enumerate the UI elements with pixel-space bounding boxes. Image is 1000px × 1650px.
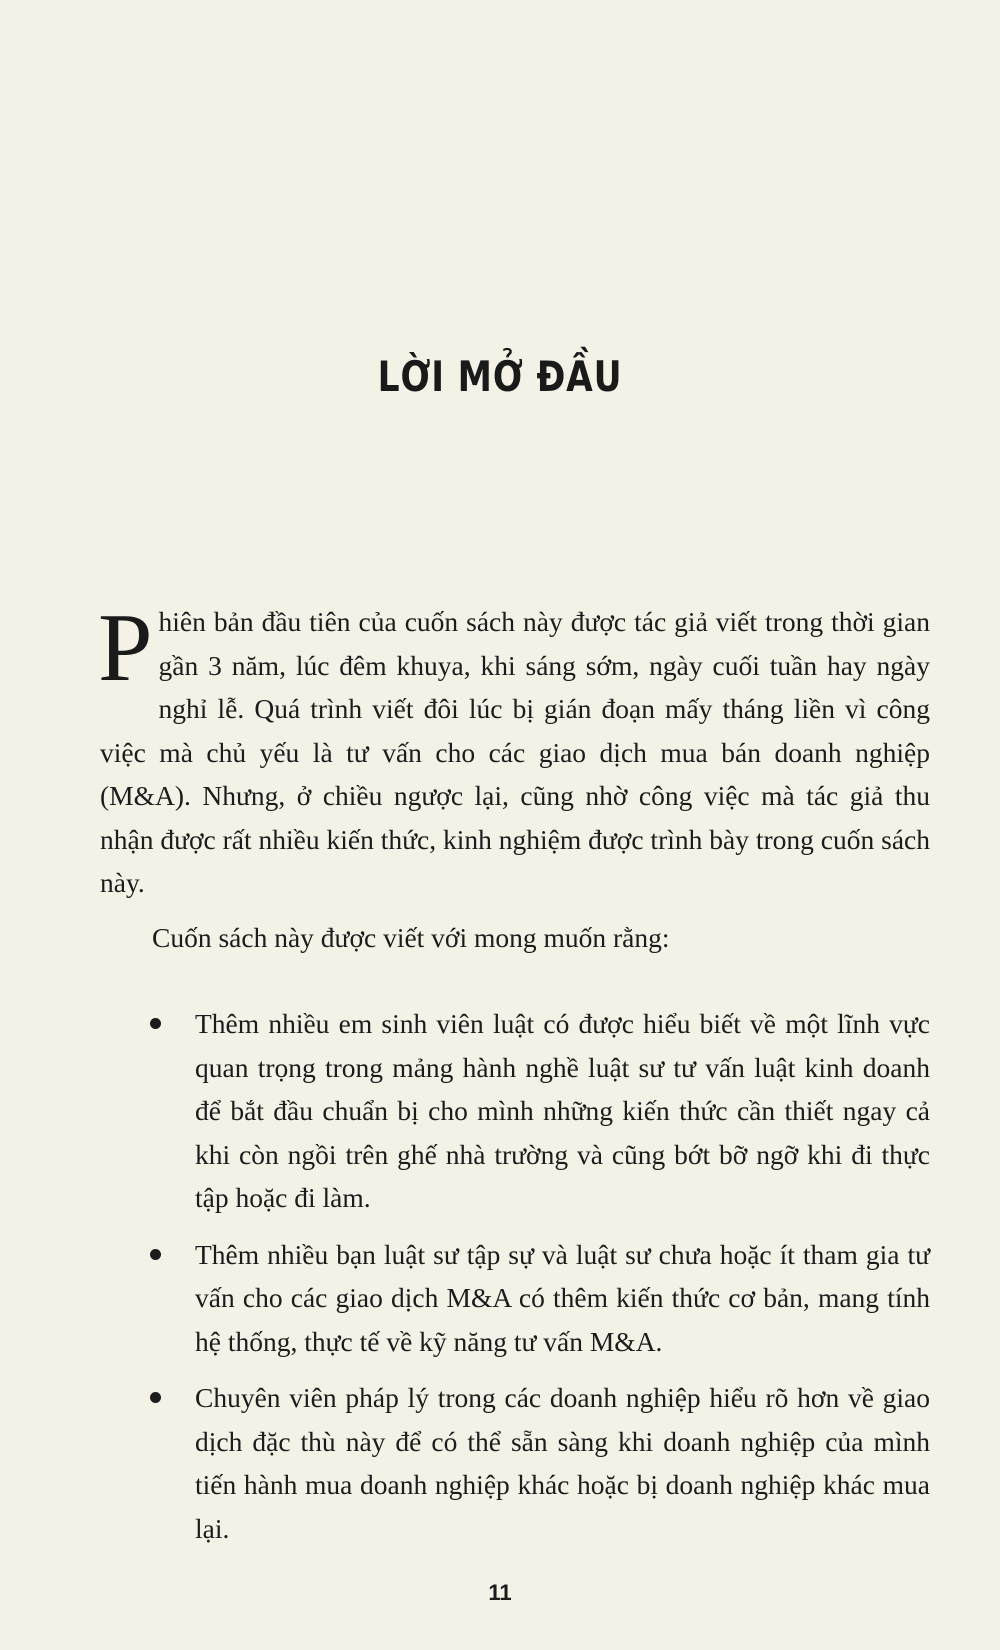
purpose-list: [150, 1002, 930, 1563]
bullet-icon: [150, 1018, 161, 1029]
list-item-text: Thêm nhiều bạn luật sư tập sự và luật sư chưa hoặc ít tham gia tư vấn cho các giao dịch M&A có thêm kiến thức cơ bản, mang tính hệ thống, thực tế về kỹ năng tư vấn M&A.: [195, 1238, 930, 1357]
list-item-text: Chuyên viên pháp lý trong các doanh nghiệp hiểu rõ hơn về giao dịch đặc thù này để có thể sẵn sàng khi doanh nghiệp của mình tiến hành mua doanh nghiệp khác hoặc bị doanh nghiệp khác mua lại.: [195, 1382, 930, 1544]
page-number: 11: [488, 1580, 512, 1605]
bullet-icon: [150, 1392, 161, 1403]
purpose-paragraph: Cuốn sách này được viết với mong muốn rằng:: [152, 922, 670, 953]
list-item-text: Thêm nhiều em sinh viên luật có được hiểu biết về một lĩnh vực quan trọng trong mảng hành nghề luật sư tư vấn luật kinh doanh để bắt đầu chuẩn bị cho mình những kiến thức cần thiết ngay cả khi còn ngồi trên ghế nhà trường và cũng bớt bỡ ngỡ khi đi thực tập hoặc đi làm.: [195, 1008, 930, 1213]
list-item: [150, 1376, 930, 1550]
bullet-icon: [150, 1249, 161, 1260]
intro-text: hiên bản đầu tiên của cuốn sách này được tác giả viết trong thời gian gần 3 năm, lúc đêm khuya, khi sáng sớm, ngày cuối tuần hay ngày nghỉ lễ. Quá trình viết đôi lúc bị gián đoạn mấy tháng liền vì công việc mà chủ yếu là tư vấn cho các giao dịch mua bán doanh nghiệp (M&A). Nhưng, ở chiều ngược lại, cũng nhờ công việc mà tác giả thu nhận được rất nhiều kiến thức, kinh nghiệm được trình bày trong cuốn sách này.: [100, 606, 930, 898]
drop-cap: P: [98, 594, 153, 702]
chapter-title: LỜI MỞ ĐẦU: [377, 352, 623, 401]
intro-paragraph: [98, 594, 930, 905]
list-item: [150, 1002, 930, 1220]
list-item: [150, 1233, 930, 1364]
